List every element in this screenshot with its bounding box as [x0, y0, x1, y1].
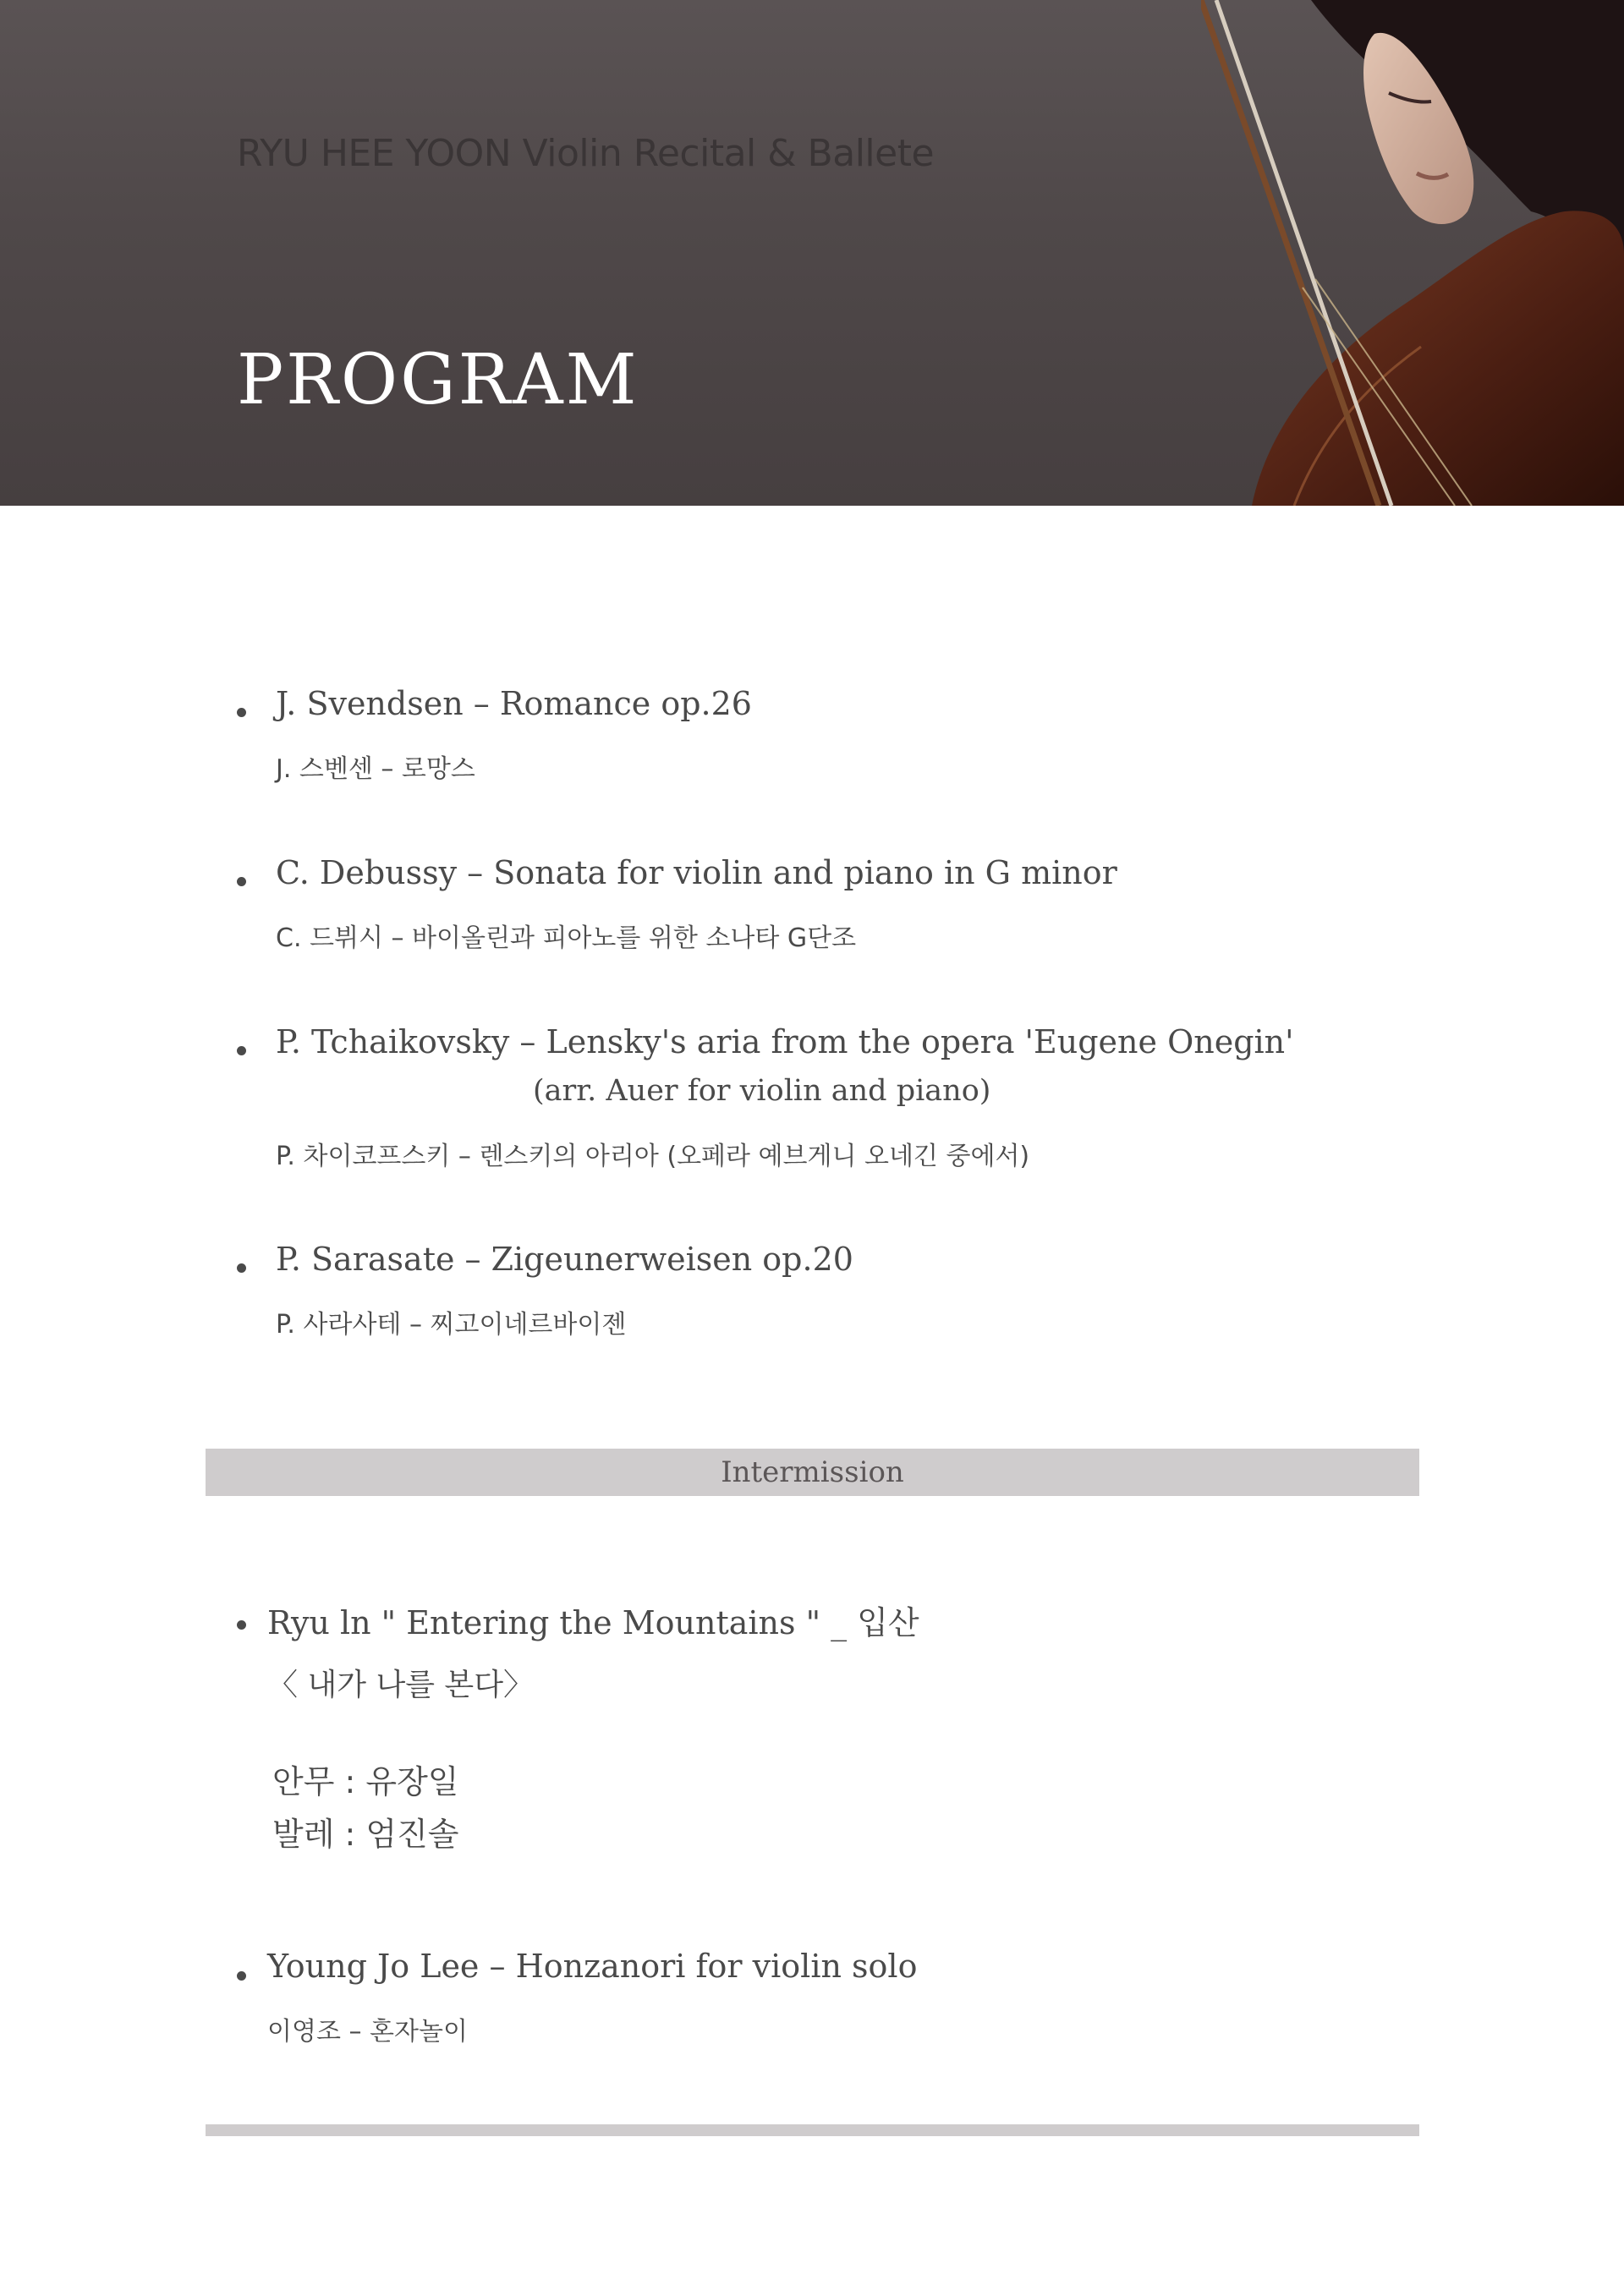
program-item-title: P. Tchaikovsky – Lensky's aria from the opera 'Eugene Onegin'	[276, 1023, 1294, 1060]
program-item-korean: P. 차이코프스키 – 렌스키의 아리아 (오페라 예브게니 오네긴 중에서)	[276, 1142, 1030, 1171]
concert-subtitle: RYU HEE YOON Violin Recital & Ballete	[237, 132, 935, 175]
program-item-title: J. Svendsen – Romance op.26	[276, 685, 752, 722]
program-item-title: P. Sarasate – Zigeunerweisen op.20	[276, 1241, 853, 1278]
program-item-arrangement: (arr. Auer for violin and piano)	[533, 1074, 991, 1108]
program-item-korean: J. 스벤센 – 로망스	[276, 754, 475, 784]
program-item-subtitle: 〈 내가 나를 본다〉	[267, 1668, 534, 1702]
bullet-icon	[237, 708, 246, 717]
bullet-icon	[237, 1263, 246, 1273]
choreography-credit: 안무 : 유장일	[272, 1763, 459, 1800]
program-item-korean: 이영조 – 혼자놀이	[267, 2017, 468, 2047]
program-item-title: C. Debussy – Sonata for violin and piano in G minor	[276, 854, 1117, 891]
header-banner	[0, 0, 1624, 506]
program-item-title: Young Jo Lee – Honzanori for violin solo	[267, 1948, 918, 1985]
violinist-photo	[1201, 0, 1624, 506]
program-item-korean: C. 드뷔시 – 바이올린과 피아노를 위한 소나타 G단조	[276, 923, 857, 953]
bullet-icon	[237, 1971, 246, 1981]
program-item-title: Ryu ln " Entering the Mountains " _ 입산	[267, 1604, 919, 1641]
bullet-icon	[237, 1046, 246, 1055]
intermission-bar: Intermission	[206, 1449, 1419, 1496]
bullet-icon	[237, 1620, 246, 1630]
page-title: PROGRAM	[237, 340, 639, 420]
program-item-korean: P. 사라사테 – 찌고이네르바이젠	[276, 1310, 627, 1340]
bullet-icon	[237, 877, 246, 886]
bottom-divider	[206, 2124, 1419, 2136]
ballet-credit: 발레 : 엄진솔	[272, 1816, 459, 1853]
